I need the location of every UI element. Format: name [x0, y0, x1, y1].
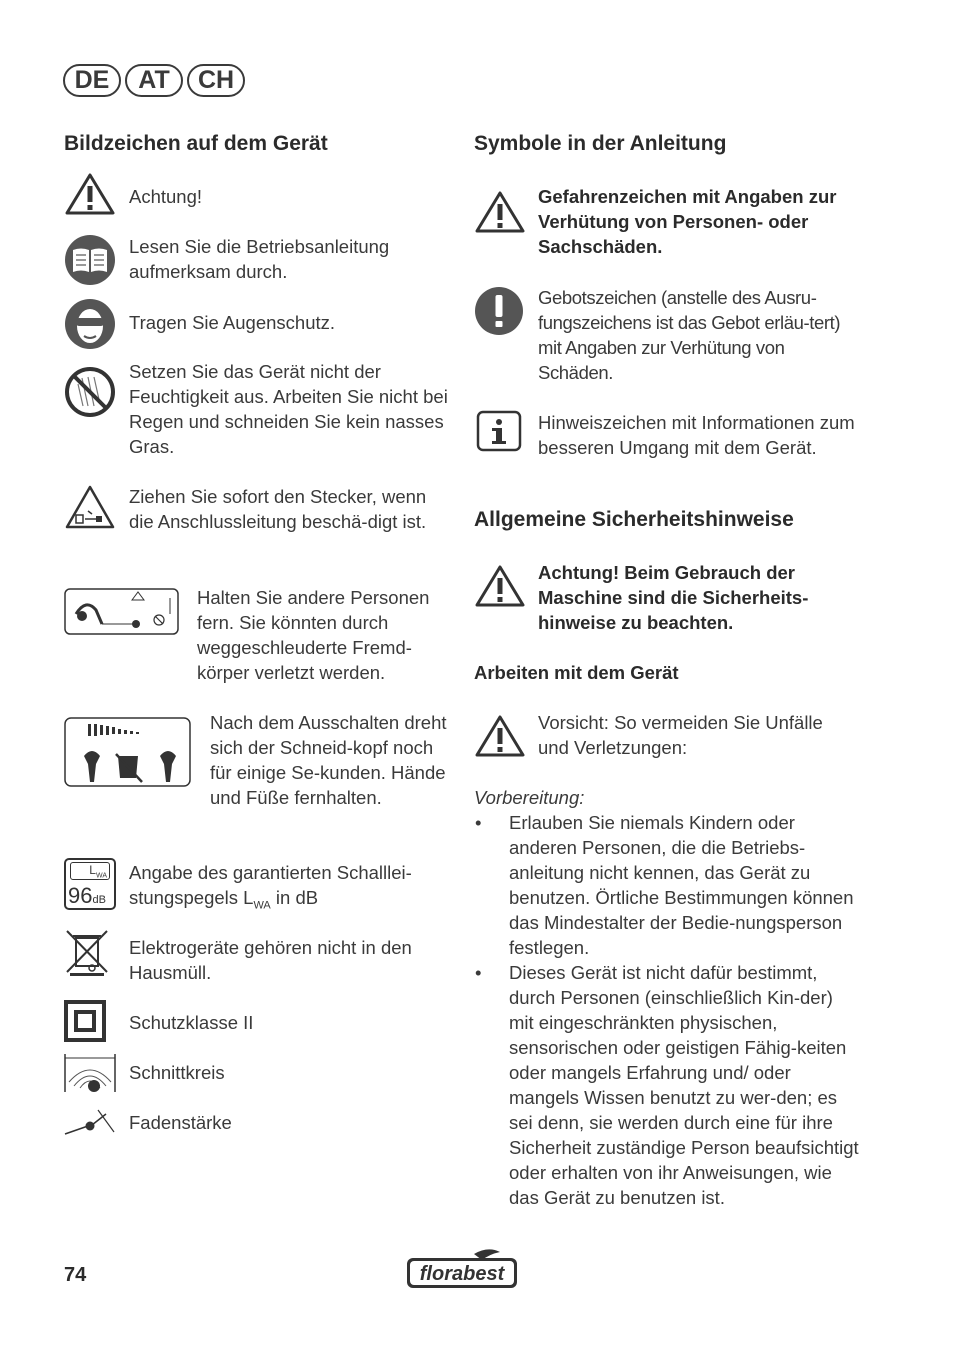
unplug-warning-icon	[64, 484, 116, 530]
item-text: Tragen Sie Augenschutz.	[129, 312, 336, 333]
cutting-circle-icon	[64, 1052, 116, 1094]
left-heading: Bildzeichen auf dem Gerät	[64, 132, 328, 155]
right-heading-safety: Allgemeine Sicherheitshinweise	[474, 508, 794, 531]
symbol-text: Gefahrenzeichen mit Angaben zur Verhütung von Personen- oder Sachschäden.	[538, 186, 837, 257]
no-rain-icon	[64, 366, 116, 418]
badge-at: AT	[125, 64, 183, 97]
sound-power-icon	[64, 858, 116, 910]
subheading-work: Arbeiten mit dem Gerät	[474, 662, 679, 683]
country-badges	[63, 64, 245, 97]
read-manual-icon	[64, 234, 116, 286]
sound-power-value: 96dB	[68, 883, 106, 908]
item-text: Achtung!	[129, 186, 203, 207]
item-text: Nach dem Ausschalten dreht sich der Schneid-kopf noch für einige Se-kunden. Hände und Füße fernhalten.	[210, 712, 447, 808]
bullet-text: Erlauben Sie niemals Kindern oder anderen Personen, die die Betriebs-anleitung nicht kennen, das Gerät zu benutzen. Örtliche Bestimmungen können das Mindestalter der Bedie-nungsperson festlegen.	[509, 812, 854, 958]
caution-text: Vorsicht: So vermeiden Sie Unfälle und Verletzungen:	[538, 712, 823, 758]
warning-triangle-icon	[64, 172, 116, 216]
bullet-text: Dieses Gerät ist nicht dafür bestimmt, durch Personen (einschließlich Kin-der) mit eingeschränkten physischen, sensorischen oder geistigen Fähig-keiten oder mangels Erfahrung und/ oder mangels Wissen benutzt zu wer-den; es sei denn, sie werden durch eine für ihre Sicherheit zuständige Person beaufsichtigt oder erhalten von ihr Anweisungen, wie das Gerät zu benutzen ist.	[509, 962, 859, 1208]
protection-class-2-icon	[64, 1000, 106, 1042]
bullet-marker: •	[475, 962, 482, 983]
item-text: Angabe des garantierten Schalllei-stungspegels $L_{WA}$ in dB	[129, 862, 412, 912]
line-thickness-icon	[64, 1106, 116, 1138]
sound-power-label: $L_{WA}$	[70, 862, 110, 880]
caution-triangle-icon	[474, 714, 526, 758]
item-text: Lesen Sie die Betriebsanleitung aufmerksam durch.	[129, 236, 390, 282]
item-text: Schutzklasse II	[129, 1012, 254, 1033]
item-text: Fadenstärke	[129, 1112, 232, 1133]
keep-distance-icon	[64, 586, 180, 638]
info-icon	[476, 410, 522, 452]
weee-bin-icon	[64, 928, 110, 976]
symbol-text: Gebotszeichen (anstelle des Ausru-fungszeichens ist das Gebot erläu-tert) mit Angaben zur Verhütung von Schäden.	[538, 287, 841, 383]
warning-triangle-icon	[474, 564, 526, 608]
preparation-label: Vorbereitung:	[474, 787, 585, 808]
hands-feet-away-icon	[64, 716, 192, 788]
item-text: Elektrogeräte gehören nicht in den Hausmüll.	[129, 937, 412, 983]
logo-text: florabest	[419, 1263, 505, 1285]
eye-protection-icon	[64, 298, 116, 350]
warning-text: Achtung! Beim Gebrauch der Maschine sind die Sicherheits-hinweise zu beachten.	[538, 562, 809, 633]
item-text: Ziehen Sie sofort den Stecker, wenn die Anschlussleitung beschä-digt ist.	[129, 486, 427, 532]
danger-triangle-icon	[474, 190, 526, 234]
symbol-text: Hinweiszeichen mit Informationen zum besseren Umgang mit dem Gerät.	[538, 412, 855, 458]
item-text: Setzen Sie das Gerät nicht der Feuchtigkeit aus. Arbeiten Sie nicht bei Regen und schneiden Sie kein nasses Gras.	[129, 361, 448, 457]
right-heading-symbols: Symbole in der Anleitung	[474, 132, 727, 155]
bullet-marker: •	[475, 812, 482, 833]
badge-de: DE	[63, 64, 121, 97]
badge-ch: CH	[187, 64, 245, 97]
page-number: 74	[64, 1264, 87, 1286]
item-text: Schnittkreis	[129, 1062, 225, 1083]
item-text: Halten Sie andere Personen fern. Sie könnten durch weggeschleuderte Fremd-körper verletzt werden.	[197, 587, 430, 683]
florabest-logo	[404, 1248, 520, 1292]
mandatory-exclamation-icon	[474, 286, 524, 336]
